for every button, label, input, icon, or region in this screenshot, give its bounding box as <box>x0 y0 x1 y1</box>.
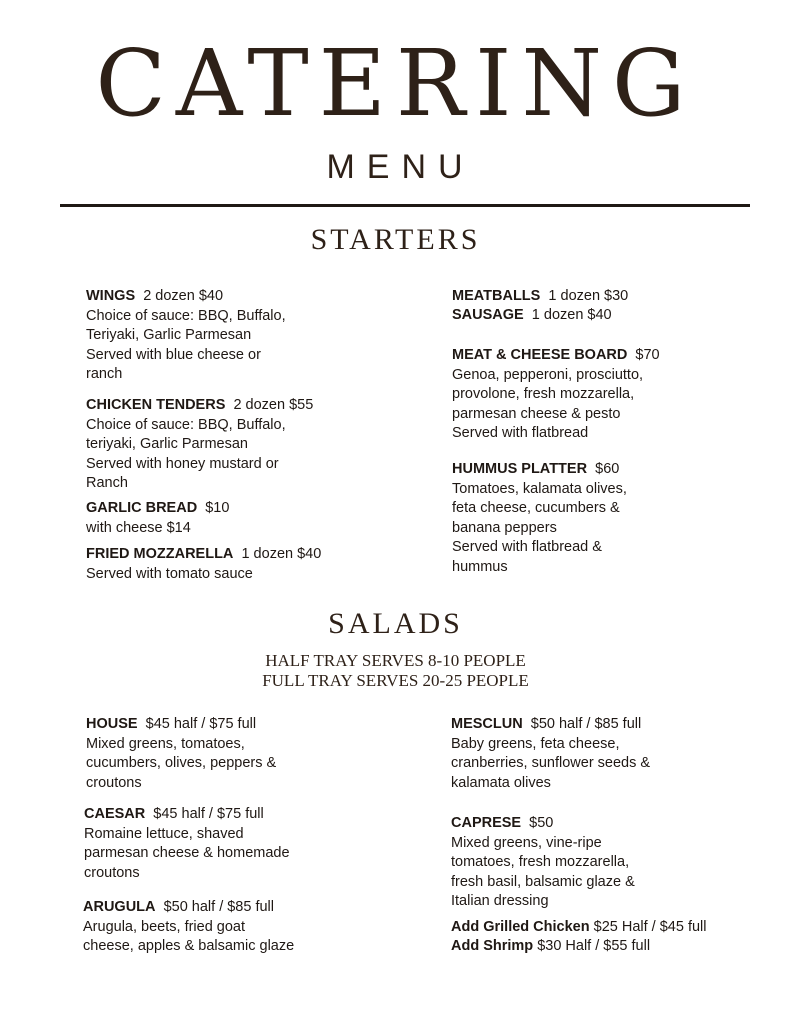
menu-title: CATERING <box>95 30 696 137</box>
item-description-line: parmesan cheese & homemade <box>84 845 290 861</box>
item-header <box>452 460 627 480</box>
item-price: $45 half / $75 full <box>145 716 257 732</box>
item-name: CHICKEN TENDERS <box>86 397 226 413</box>
starter-item <box>452 287 628 307</box>
salad-item <box>83 898 294 957</box>
item-header <box>86 499 229 519</box>
item-price: $50 <box>529 815 554 831</box>
item-name: SAUSAGE <box>452 307 524 323</box>
item-price: 1 dozen $40 <box>531 307 612 323</box>
item-name: GARLIC BREAD <box>86 500 198 516</box>
starter-item <box>86 396 313 494</box>
item-header <box>86 396 313 416</box>
item-header <box>86 715 276 735</box>
item-price: $50 half / $85 full <box>163 899 275 915</box>
item-description-line: parmesan cheese & pesto <box>452 405 621 422</box>
item-price: $60 <box>595 461 620 477</box>
item-header <box>451 715 650 735</box>
item-price: 1 dozen $30 <box>548 288 629 304</box>
item-description-line: provolone, fresh mozzarella, <box>452 386 635 402</box>
salad-item <box>451 814 635 912</box>
item-description-line: croutons <box>84 864 140 881</box>
starter-item <box>452 346 660 444</box>
addon-price: $25 Half / $45 full <box>593 919 707 935</box>
item-description-line: kalamata olives <box>451 774 551 791</box>
item-name: FRIED MOZZARELLA <box>86 546 234 562</box>
item-description-line: Ranch <box>86 475 128 491</box>
item-price: $50 half / $85 full <box>530 716 642 732</box>
salads-heading: SALADS <box>328 607 463 640</box>
item-description-line: Served with honey mustard or <box>86 455 279 472</box>
item-description-line: ranch <box>86 366 123 382</box>
item-description-line: fresh basil, balsamic glaze & <box>451 873 635 890</box>
item-description-line: Served with flatbread <box>452 425 589 441</box>
item-description-line: cranberries, sunflower seeds & <box>451 755 651 771</box>
item-price: $45 half / $75 full <box>153 806 264 822</box>
item-header <box>452 306 612 326</box>
item-description-line: Choice of sauce: BBQ, Buffalo, <box>86 416 286 433</box>
item-description-line: cheese, apples & balsamic glaze <box>83 938 295 954</box>
item-header <box>83 898 294 918</box>
header-divider <box>60 204 750 207</box>
starter-item <box>452 306 612 326</box>
addon-name: Add Shrimp <box>451 938 534 954</box>
starter-item <box>86 287 286 385</box>
item-name: CAESAR <box>84 806 146 822</box>
item-name: CAPRESE <box>451 815 522 831</box>
starter-item <box>86 545 321 584</box>
addon-name: Add Grilled Chicken <box>451 919 590 935</box>
item-description-line: Mixed greens, tomatoes, <box>86 735 245 752</box>
item-name: MEATBALLS <box>452 288 541 304</box>
item-description-line: hummus <box>452 558 508 575</box>
item-description-line: Served with flatbread & <box>452 539 602 555</box>
item-description-line: Tomatoes, kalamata olives, <box>452 480 627 497</box>
item-description-line: Choice of sauce: BBQ, Buffalo, <box>86 307 286 324</box>
addon-grilled-chicken <box>451 918 706 938</box>
item-header <box>84 805 290 825</box>
serves-half-tray: HALF TRAY SERVES 8-10 PEOPLE <box>265 651 526 670</box>
item-price: $10 <box>205 500 230 516</box>
item-description-line: croutons <box>86 774 142 791</box>
item-description-line: Served with tomato sauce <box>86 565 253 582</box>
item-description-line: Arugula, beets, fried goat <box>83 918 246 935</box>
item-price: 2 dozen $40 <box>143 288 224 304</box>
item-description-line: with cheese $14 <box>86 519 191 536</box>
item-description-line: Genoa, pepperoni, prosciutto, <box>452 366 644 383</box>
item-name: MESCLUN <box>451 716 523 732</box>
item-description-line: tomatoes, fresh mozzarella, <box>451 854 630 870</box>
item-price: 1 dozen $40 <box>241 546 322 562</box>
item-description-line: Teriyaki, Garlic Parmesan <box>86 327 252 343</box>
item-header <box>86 545 321 565</box>
item-description-line: Romaine lettuce, shaved <box>84 825 244 842</box>
item-description-line: teriyaki, Garlic Parmesan <box>86 436 248 452</box>
item-header <box>86 287 286 307</box>
addon-price: $30 Half / $55 full <box>537 938 651 954</box>
item-header <box>451 814 635 834</box>
item-description-line: banana peppers <box>452 519 557 536</box>
starter-item <box>452 460 627 577</box>
item-name: MEAT & CHEESE BOARD <box>452 347 628 363</box>
item-header <box>452 346 660 366</box>
item-description-line: Baby greens, feta cheese, <box>451 735 620 752</box>
item-price: 2 dozen $55 <box>233 397 314 413</box>
item-price: $70 <box>635 347 660 363</box>
item-description-line: Served with blue cheese or <box>86 346 261 363</box>
salad-item <box>84 805 290 883</box>
addon-shrimp <box>451 937 650 957</box>
salad-item <box>451 715 650 793</box>
menu-subtitle: MENU <box>326 148 475 186</box>
item-header <box>452 287 628 307</box>
starter-item <box>86 499 229 538</box>
salad-item <box>86 715 276 793</box>
serves-full-tray: FULL TRAY SERVES 20-25 PEOPLE <box>262 671 529 690</box>
item-name: HUMMUS PLATTER <box>452 461 588 477</box>
item-description-line: feta cheese, cucumbers & <box>452 500 620 516</box>
item-description-line: Italian dressing <box>451 893 549 909</box>
starters-heading: STARTERS <box>310 223 481 256</box>
item-name: WINGS <box>86 288 136 304</box>
item-name: HOUSE <box>86 716 138 732</box>
item-name: ARUGULA <box>83 899 156 915</box>
item-description-line: Mixed greens, vine-ripe <box>451 834 602 851</box>
item-description-line: cucumbers, olives, peppers & <box>86 755 277 771</box>
